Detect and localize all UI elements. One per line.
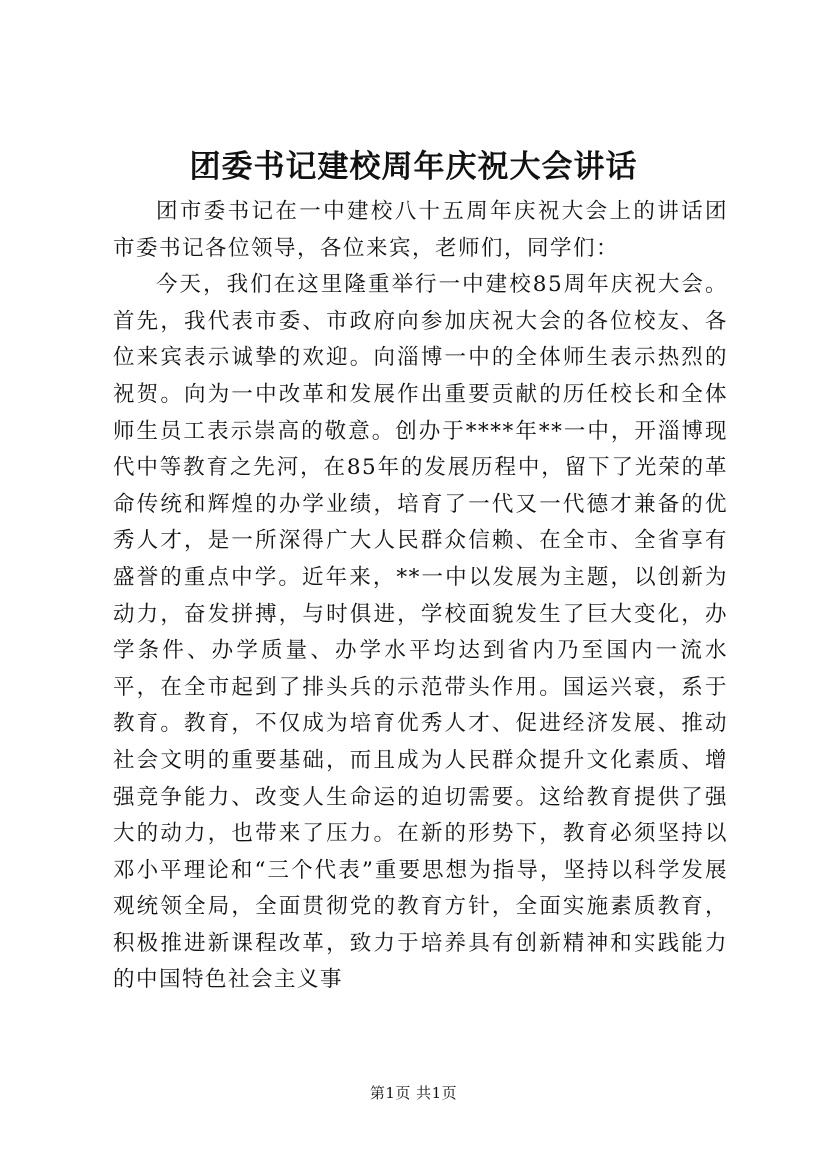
paragraph-opening: 团市委书记在一中建校八十五周年庆祝大会上的讲话团市委书记各位领导，各位来宾，老师们，同学们：: [113, 199, 728, 261]
document-body: [113, 194, 728, 999]
document-title: 团委书记建校周年庆祝大会讲话: [189, 149, 638, 185]
page-footer: 第1页 共1页: [369, 1084, 458, 1102]
paragraph-main: 今天，我们在这里隆重举行一中建校85周年庆祝大会。首先，我代表市委、市政府向参加庆祝大会的各位校友、各位来宾表示诚挚的欢迎。向淄博一中的全体师生表示热烈的祝贺。向为一中改革和发展作出重要贡献的历任校长和全体师生员工表示崇高的敬意。创办于****年**一中，开淄博现代中等教育之先河，在85年的发展历程中，留下了光荣的革命传统和辉煌的办学业绩，培育了一代又一代德才兼备的优秀人才，是一所深得广大人民群众信赖、在全市、全省享有盛誉的重点中学。近年来，**一中以发展为主题，以创新为动力，奋发拼搏，与时俱进，学校面貌发生了巨大变化，办学条件、办学质量、办学水平均达到省内乃至国内一流水平，在全市起到了排头兵的示范带头作用。国运兴衰，系于教育。教育，不仅成为培育优秀人才、促进经济发展、推动社会文明的重要基础，而且成为人民群众提升文化素质、增强竞争能力、改变人生命运的迫切需要。这给教育提供了强大的动力，也带来了压力。在新的形势下，教育必须坚持以邓小平理论和“三个代表”重要思想为指导，坚持以科学发展观统领全局，全面贯彻党的教育方针，全面实施素质教育，积极推进新课程改革，致力于培养具有创新精神和实践能力的中国特色社会主义事: [113, 272, 728, 993]
